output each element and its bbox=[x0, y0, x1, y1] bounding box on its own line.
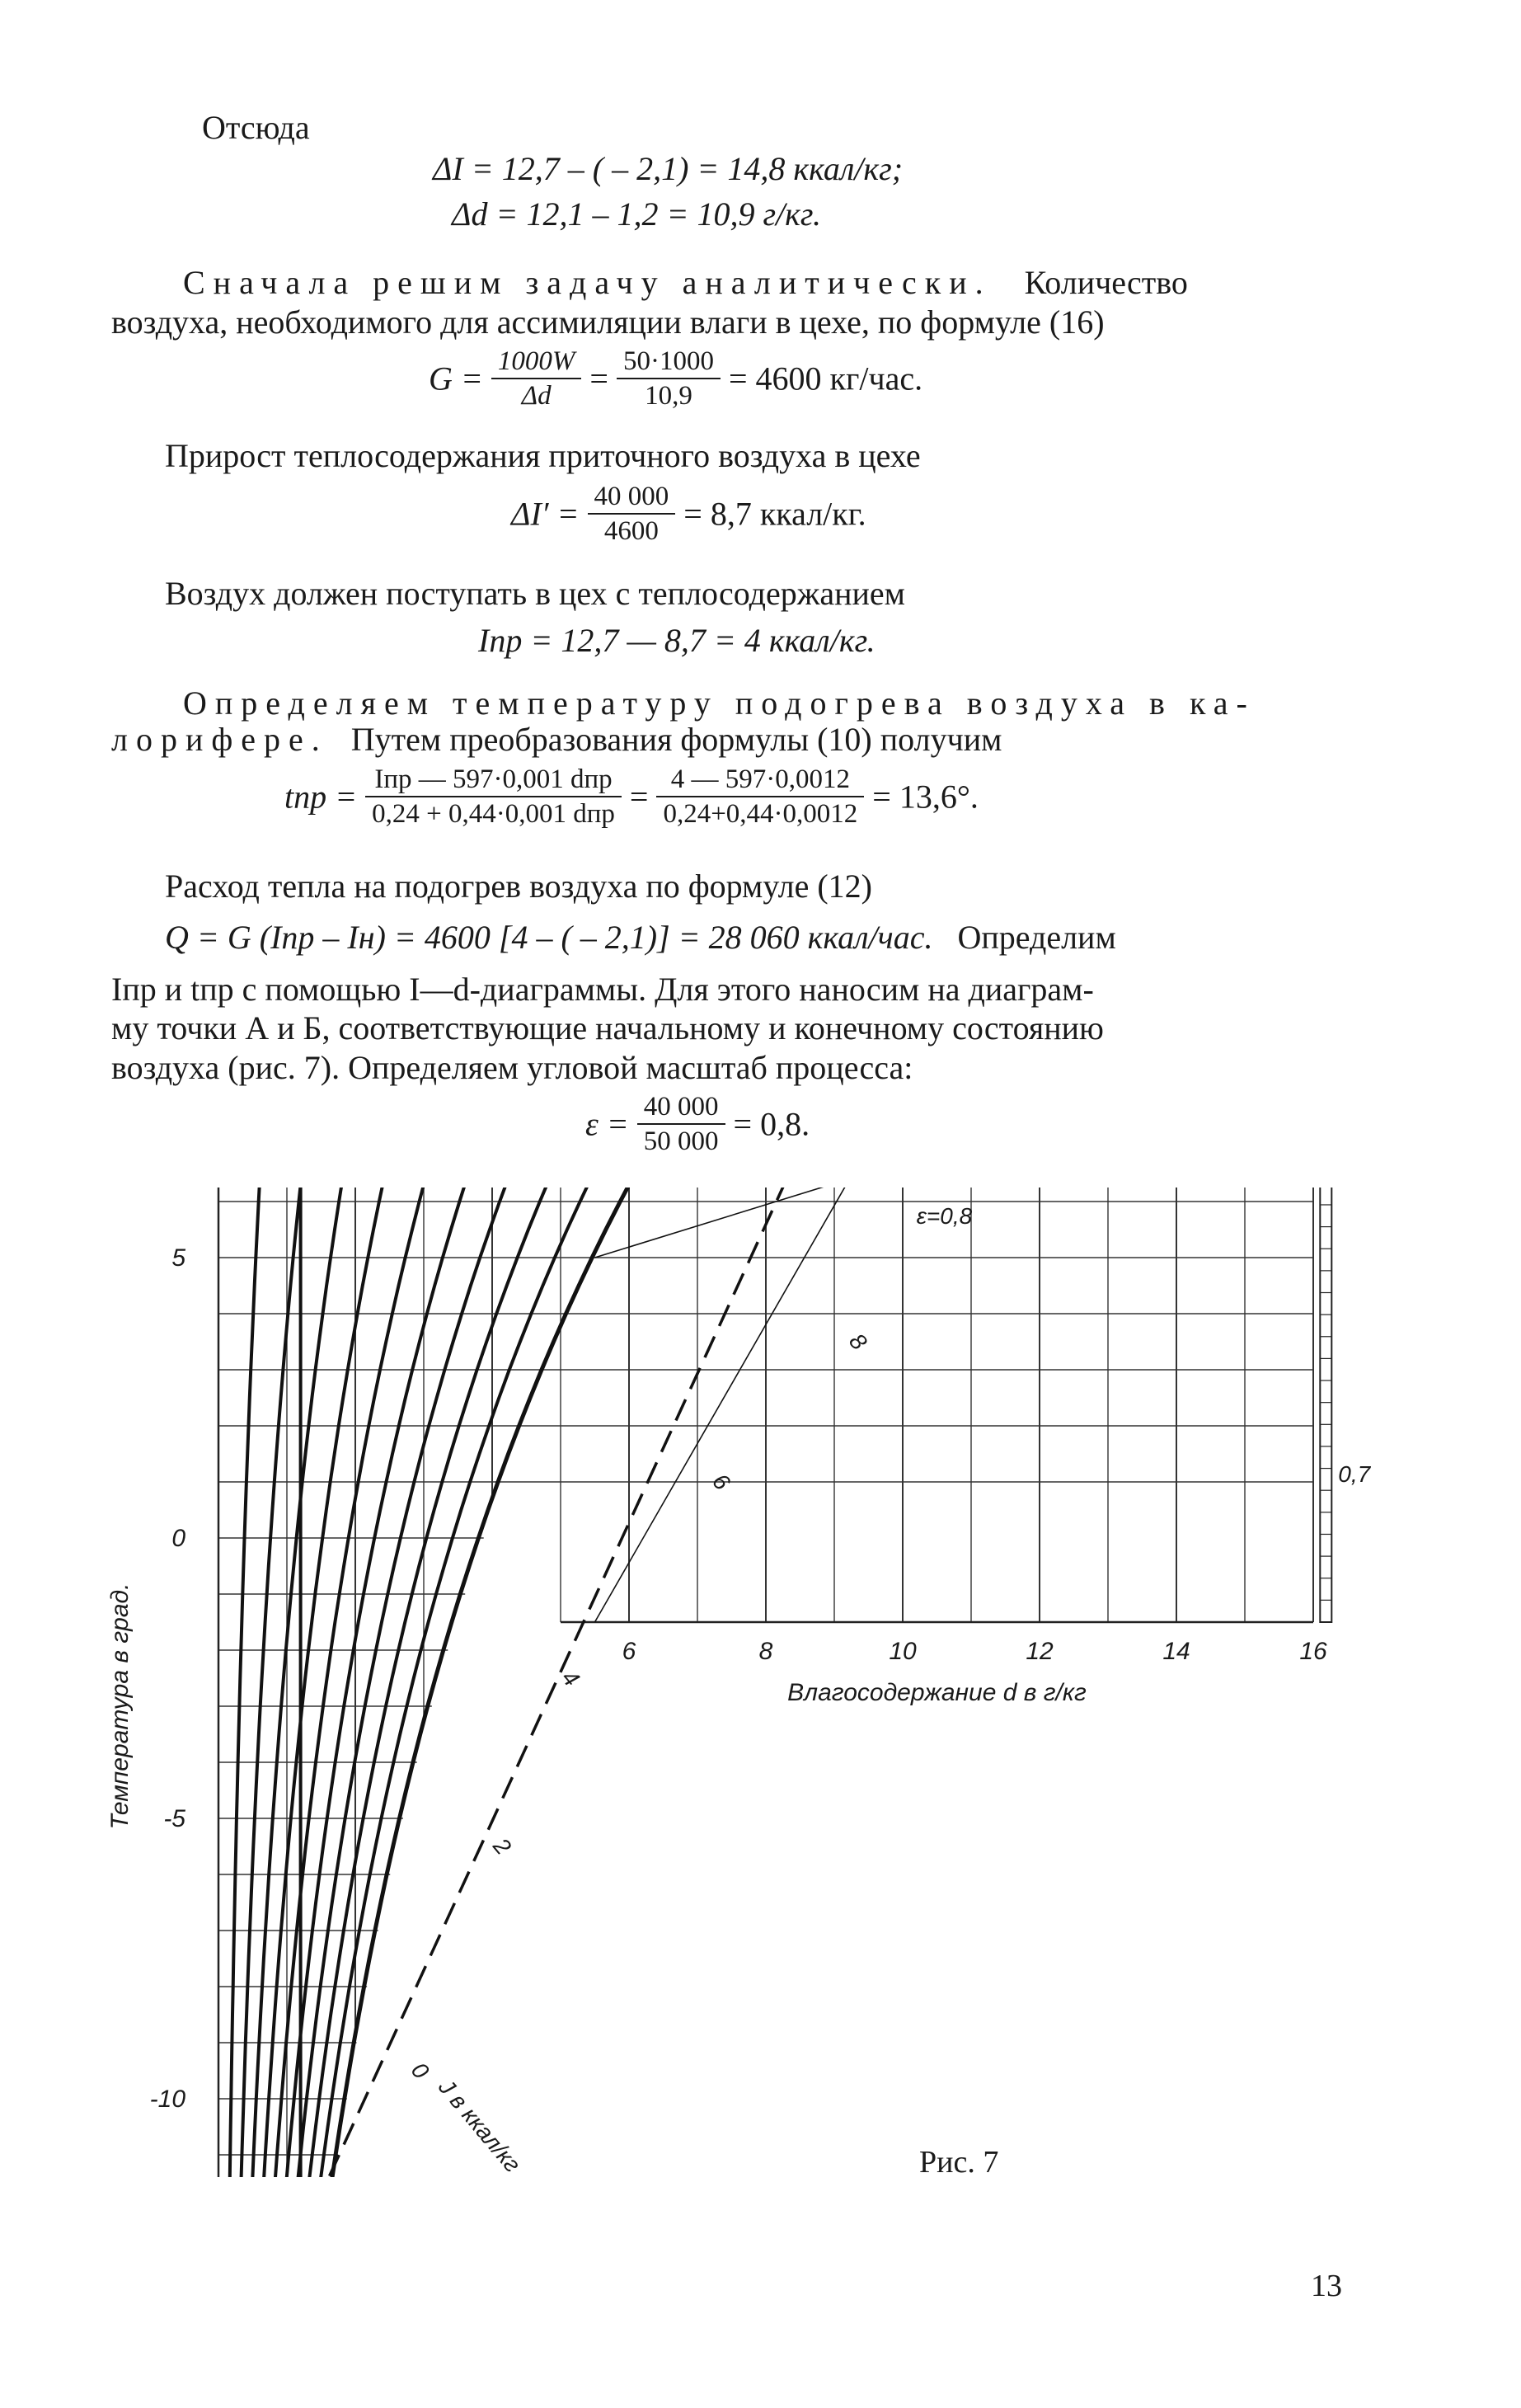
enthalpy-label: 8 bbox=[844, 1328, 872, 1355]
equation-t-pr: tпр = $\frac{\text{Iпр — 597·0,001 dпр}}{\text{0,24 + 0,44·0,001 dпр}}$ = $\frac{4 — 597\cdot 0,0012}{0,24+0,44\cdot 0,0012}$ = 13,6°. bbox=[284, 764, 979, 829]
epsilon-scale-bar bbox=[1320, 1188, 1331, 1622]
x-tick-label: 8 bbox=[758, 1638, 773, 1665]
enthalpy-label: 2 bbox=[488, 1832, 517, 1860]
equation-i-pr: Iпр = 12,7 — 8,7 = 4 ккал/кг. bbox=[478, 622, 876, 659]
enthalpy-label: 4 bbox=[556, 1664, 585, 1691]
equation-q: Q = G (Iпр – Iн) = 4600 [4 – ( – 2,1)] = 28 060 ккал/час. Определим bbox=[165, 919, 1116, 956]
paragraph-6-line-1: Iпр и tпр с помощью I—d-диаграммы. Для этого наносим на диаграм- bbox=[111, 971, 1094, 1008]
epsilon-scale-label: 0,7 bbox=[1338, 1461, 1371, 1487]
fraction: $\frac{40 000}{50 000}$ bbox=[637, 1090, 725, 1158]
equation-delta-d: Δd = 12,1 – 1,2 = 10,9 г/кг. bbox=[452, 195, 821, 233]
equation-epsilon: ε = $\frac{40 000}{50 000}$ = 0,8. bbox=[585, 1092, 810, 1156]
fraction: $\frac{50\cdot 1000}{10,9}$ bbox=[617, 345, 721, 412]
paragraph-4-line-2: лорифере. Путем преобразования формулы (10) получим bbox=[111, 721, 1002, 758]
x-tick-label: 6 bbox=[622, 1638, 636, 1665]
page-number: 13 bbox=[1311, 2269, 1342, 2303]
y-tick-label: 0 bbox=[171, 1525, 185, 1552]
y-axis-label: Температура в град. bbox=[106, 1583, 134, 1830]
paragraph-1-line-1 bbox=[183, 262, 1188, 303]
paragraph-6-line-3: воздуха (рис. 7). Определяем угловой масштаб процесса: bbox=[111, 1049, 913, 1086]
phrase: Количество bbox=[1024, 264, 1188, 301]
paragraph-4-line-1: Определяем температуру подогрева воздуха в ка- bbox=[183, 684, 1256, 722]
fraction: $\frac{1000W}{\Delta d}$ bbox=[491, 345, 582, 412]
diagram-curves bbox=[211, 1188, 1327, 2177]
paragraph-3: Воздух должен поступать в цех с теплосодержанием bbox=[165, 575, 905, 612]
paragraph-2: Прирост теплосодержания приточного воздуха в цехе bbox=[165, 437, 921, 474]
equation-delta-i-prime: ΔI′ = $\frac{40 000}{4600}$ = 8,7 ккал/кг. bbox=[511, 482, 866, 546]
y-tick-label: -10 bbox=[149, 2086, 185, 2113]
paragraph-5: Расход тепла на подогрев воздуха по формуле (12) bbox=[165, 868, 872, 905]
enthalpy-axis-label: J в ккал/кг bbox=[434, 2074, 526, 2177]
epsilon-1-line bbox=[595, 1188, 1321, 1622]
enthalpy-label: 0 bbox=[406, 2057, 434, 2084]
x-tick-label: 10 bbox=[889, 1638, 917, 1665]
paragraph-6-line-2: му точки А и Б, соответствующие начальному и конечному состоянию bbox=[111, 1009, 1104, 1046]
enthalpy-label: 6 bbox=[707, 1468, 735, 1495]
figure-caption: Рис. 7 bbox=[919, 2145, 999, 2180]
equation-delta-i: ΔI = 12,7 – ( – 2,1) = 14,8 ккал/кг; bbox=[433, 150, 904, 187]
epsilon-line-label: ε=0,8 bbox=[916, 1203, 973, 1230]
x-tick-label: 14 bbox=[1162, 1638, 1190, 1665]
diagram-grid bbox=[99, 1188, 1385, 2177]
x-tick-label: 12 bbox=[1026, 1638, 1054, 1665]
fraction: $\frac{\text{Iпр — 597·0,001 dпр}}{\text{0,24 + 0,44·0,001 dпр}}$ bbox=[365, 763, 622, 830]
paragraph-1-line-2: воздуха, необходимого для ассимиляции влаги в цехе, по формуле (16) bbox=[111, 303, 1105, 341]
otsyuda: Отсюда bbox=[202, 109, 310, 146]
y-tick-label: -5 bbox=[163, 1805, 185, 1832]
fraction: $\frac{4 — 597\cdot 0,0012}{0,24+0,44\cdot 0,0012}$ bbox=[656, 763, 864, 830]
x-tick-label: 16 bbox=[1299, 1638, 1327, 1665]
spaced-phrase: Сначала решим задачу аналитически. bbox=[183, 264, 992, 301]
x-axis-label: Влагосодержание d в г/кг bbox=[787, 1679, 1087, 1706]
id-diagram bbox=[99, 1188, 1385, 2177]
equation-g: G = $\frac{1000W}{\Delta d}$ = $\frac{50\cdot 1000}{10,9}$ = 4600 кг/час. bbox=[429, 346, 923, 411]
fraction: $\frac{40 000}{4600}$ bbox=[588, 480, 676, 548]
diagram-labels bbox=[106, 1188, 1385, 2177]
y-tick-label: 5 bbox=[171, 1244, 185, 1272]
